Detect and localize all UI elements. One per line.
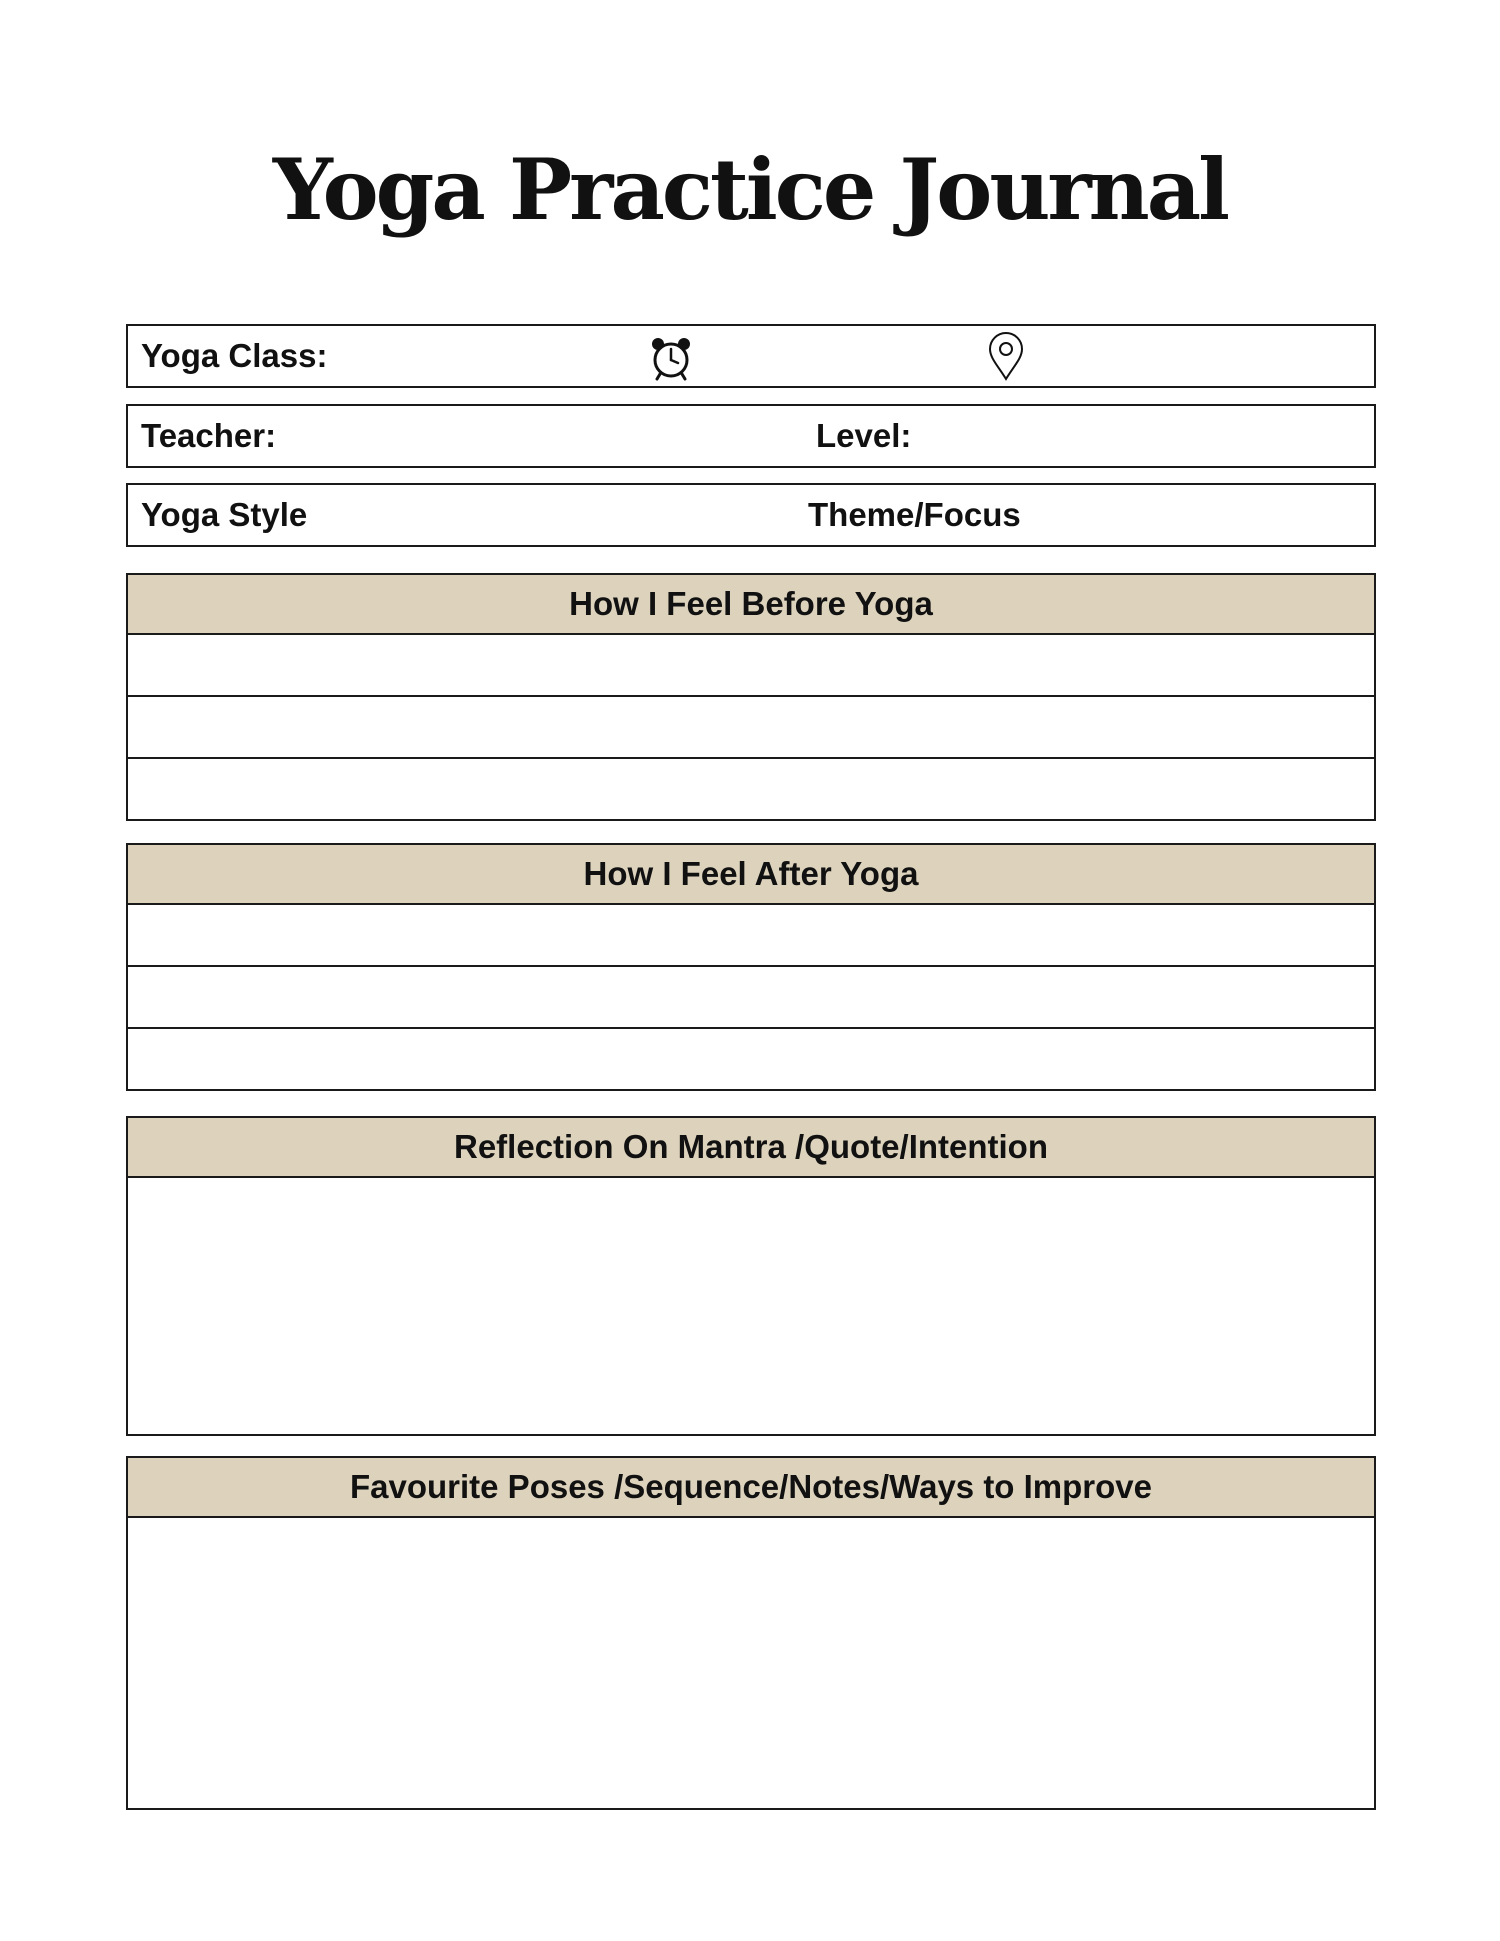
feel-after-line[interactable]: [128, 1029, 1374, 1089]
feel-before-heading: How I Feel Before Yoga: [128, 575, 1374, 635]
yoga-style-row: [126, 483, 1376, 547]
feel-after-line[interactable]: [128, 905, 1374, 967]
poses-section: [126, 1456, 1376, 1810]
feel-before-section: [126, 573, 1376, 821]
feel-after-section: [126, 843, 1376, 1091]
poses-heading: Favourite Poses /Sequence/Notes/Ways to Improve: [128, 1458, 1374, 1518]
alarm-clock-icon: [647, 334, 695, 387]
yoga-class-label: Yoga Class:: [141, 337, 328, 374]
page-title: Yoga Practice Journal: [272, 140, 1228, 239]
theme-focus-label: Theme/Focus: [808, 496, 1021, 533]
reflection-writing-area[interactable]: [128, 1178, 1374, 1434]
feel-before-line[interactable]: [128, 759, 1374, 819]
teacher-label: Teacher:: [141, 417, 277, 454]
feel-before-line[interactable]: [128, 635, 1374, 697]
feel-after-line[interactable]: [128, 967, 1374, 1029]
level-label: Level:: [816, 417, 912, 454]
yoga-class-row: [126, 324, 1376, 388]
teacher-row: [126, 404, 1376, 468]
reflection-heading: Reflection On Mantra /Quote/Intention: [128, 1118, 1374, 1178]
location-pin-icon: [986, 332, 1026, 387]
feel-before-line[interactable]: [128, 697, 1374, 759]
reflection-section: [126, 1116, 1376, 1436]
poses-writing-area[interactable]: [128, 1518, 1374, 1808]
feel-after-heading: How I Feel After Yoga: [128, 845, 1374, 905]
yoga-style-label: Yoga Style: [141, 496, 308, 533]
